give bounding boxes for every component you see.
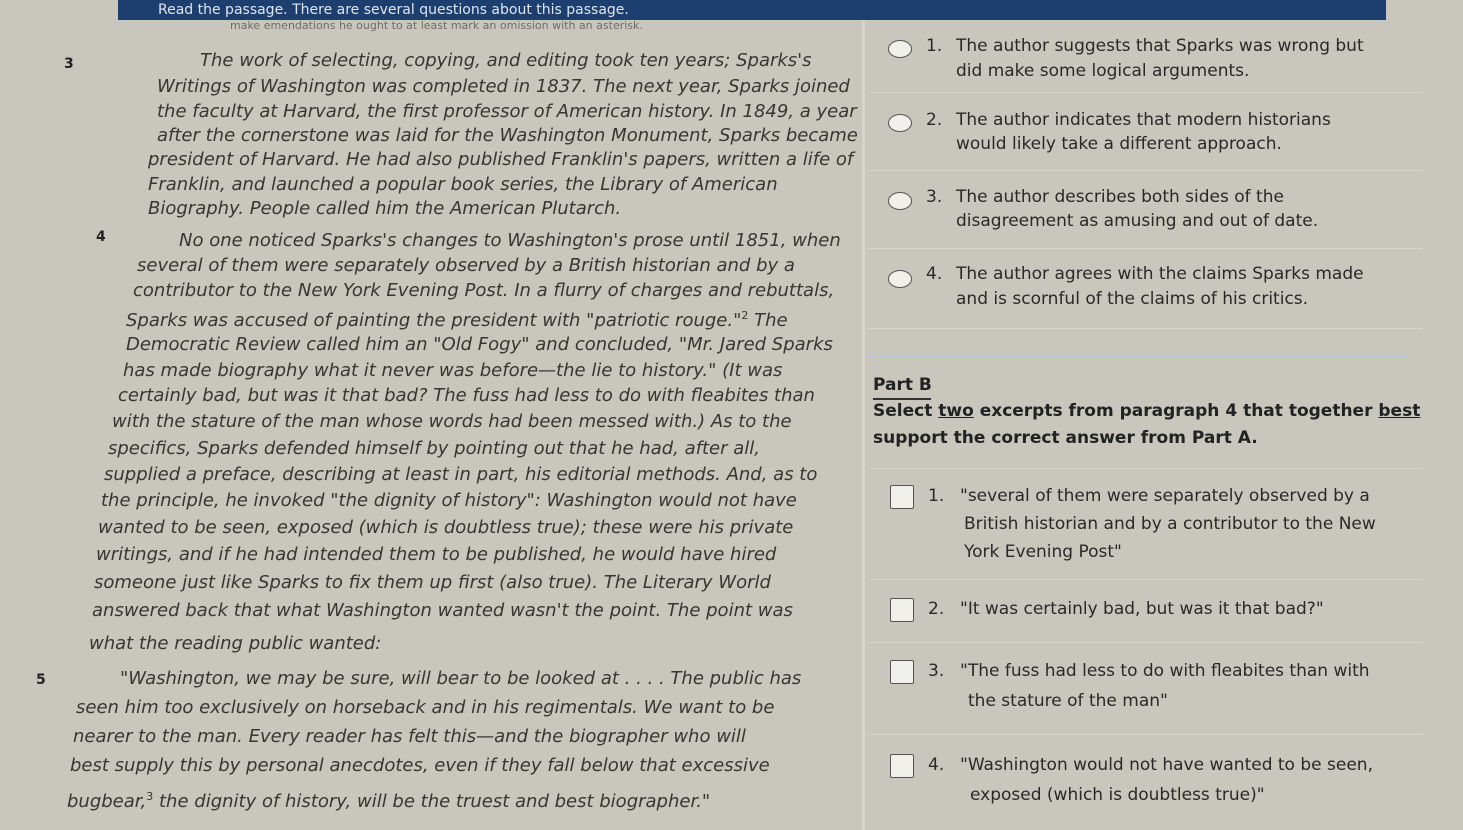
- passage-line: [126, 309, 788, 331]
- radio-button[interactable]: [888, 114, 912, 132]
- passage-line: [67, 790, 710, 812]
- passage-line: the principle, he invoked "the dignity of history": Washington would not have: [101, 490, 797, 511]
- option-number: 2.: [926, 110, 943, 130]
- passage-line: certainly bad, but was it that bad? The fuss had less to do with fleabites than: [118, 385, 815, 406]
- option-text: British historian and by a contributor to the New: [964, 514, 1376, 534]
- passage-line: nearer to the man. Every reader has felt this—and the biographer who will: [73, 726, 746, 747]
- option-number: 4.: [926, 264, 943, 284]
- passage-line: The work of selecting, copying, and editing took ten years; Sparks's: [200, 50, 812, 71]
- passage-line: No one noticed Sparks's changes to Washington's prose until 1851, when: [179, 230, 841, 251]
- option-text: The author indicates that modern historians: [956, 110, 1331, 130]
- part-a-option-4[interactable]: [868, 248, 1423, 329]
- section-separator: [868, 355, 1408, 357]
- passage-line: Franklin, and launched a popular book series, the Library of American: [148, 174, 778, 195]
- option-text: the stature of the man": [968, 691, 1168, 711]
- passage-line: "Washington, we may be sure, will bear to be looked at . . . . The public has: [120, 668, 802, 689]
- checkbox[interactable]: [890, 598, 914, 622]
- passage-line: seen him too exclusively on horseback and in his regimentals. We want to be: [76, 697, 775, 718]
- instruction-emphasis: two: [938, 401, 974, 421]
- checkbox[interactable]: [890, 485, 914, 509]
- part-b-option-2[interactable]: [868, 578, 1423, 643]
- option-number: 1.: [928, 486, 945, 506]
- passage-instruction-bar: [118, 0, 1386, 20]
- option-text: would likely take a different approach.: [956, 134, 1282, 154]
- passage-line: someone just like Sparks to fix them up first (also true). The Literary World: [94, 572, 771, 593]
- option-text: The author agrees with the claims Sparks made: [956, 264, 1364, 284]
- passage-line-continuation: the dignity of history, will be the truest and best biographer.": [159, 791, 711, 812]
- passage-line: Democratic Review called him an "Old Fogy" and concluded, "Mr. Jared Sparks: [126, 334, 833, 355]
- option-text: York Evening Post": [964, 542, 1122, 562]
- passage-subnote: make emendations he ought to at least mark an omission with an asterisk.: [230, 19, 643, 32]
- option-text: did make some logical arguments.: [956, 61, 1250, 81]
- option-text: disagreement as amusing and out of date.: [956, 211, 1319, 231]
- option-number: 3.: [928, 661, 945, 681]
- passage-line-continuation: The: [754, 310, 788, 331]
- part-b-title: Part B: [873, 375, 932, 395]
- part-a-option-2[interactable]: [868, 92, 1423, 171]
- radio-button[interactable]: [888, 270, 912, 288]
- part-b-option-3[interactable]: [868, 642, 1423, 735]
- passage-line: president of Harvard. He had also published Franklin's papers, written a life of: [148, 149, 854, 170]
- passage-line: has made biography what it never was before—the lie to history." (It was: [123, 360, 783, 381]
- part-b-option-4[interactable]: [868, 734, 1423, 829]
- option-text: and is scornful of the claims of his critics.: [956, 289, 1309, 309]
- passage-line: supplied a preface, describing at least in part, his editorial methods. And, as to: [104, 464, 818, 485]
- passage-line: wanted to be seen, exposed (which is doubtless true); these were his private: [98, 517, 794, 538]
- passage-line: after the cornerstone was laid for the Washington Monument, Sparks became: [157, 125, 858, 146]
- passage-line: contributor to the New York Evening Post. In a flurry of charges and rebuttals,: [133, 280, 835, 301]
- passage-line: writings, and if he had intended them to be published, he would have hired: [96, 544, 777, 565]
- instruction-part: Select: [873, 401, 939, 421]
- instruction-part: excerpts from paragraph 4 that together: [973, 401, 1379, 421]
- option-number: 1.: [926, 36, 943, 56]
- radio-button[interactable]: [888, 192, 912, 210]
- option-text: exposed (which is doubtless true)": [970, 785, 1265, 805]
- questions-panel: [868, 20, 1438, 830]
- radio-button[interactable]: [888, 40, 912, 58]
- passage-line: answered back that what Washington wanted wasn't the point. The point was: [92, 600, 793, 621]
- checkbox[interactable]: [890, 754, 914, 778]
- option-text: "Washington would not have wanted to be seen,: [960, 755, 1373, 775]
- paragraph-number: 4: [96, 229, 106, 245]
- passage-line: specifics, Sparks defended himself by pointing out that he had, after all,: [108, 438, 760, 459]
- part-b-title-underline: [873, 398, 931, 400]
- column-divider: [862, 20, 865, 830]
- option-number: 2.: [928, 599, 945, 619]
- option-text: "The fuss had less to do with fleabites than with: [960, 661, 1370, 681]
- passage-line-text: bugbear,: [67, 791, 147, 812]
- part-b-option-1[interactable]: [868, 468, 1423, 580]
- passage-line: what the reading public wanted:: [89, 633, 382, 654]
- reading-passage: [36, 36, 860, 830]
- passage-line: the faculty at Harvard, the first professor of American history. In 1849, a year: [157, 101, 857, 122]
- part-b-instruction: [873, 401, 1420, 421]
- footnote-marker: 2: [741, 309, 749, 322]
- passage-line: several of them were separately observed by a British historian and by a: [137, 255, 795, 276]
- option-number: 3.: [926, 187, 943, 207]
- option-number: 4.: [928, 755, 945, 775]
- instruction-text: Read the passage. There are several questions about this passage.: [158, 2, 629, 18]
- part-b-instruction-line-2: support the correct answer from Part A.: [873, 428, 1258, 448]
- option-text: The author suggests that Sparks was wrong but: [956, 36, 1364, 56]
- passage-line: Writings of Washington was completed in 1837. The next year, Sparks joined: [157, 76, 850, 97]
- footnote-marker: 3: [146, 790, 154, 803]
- part-a-option-1[interactable]: [868, 20, 1423, 93]
- option-text: "several of them were separately observed by a: [960, 486, 1370, 506]
- passage-line: with the stature of the man whose words had been messed with.) As to the: [112, 411, 792, 432]
- checkbox[interactable]: [890, 660, 914, 684]
- passage-line: Biography. People called him the American Plutarch.: [148, 198, 622, 219]
- paragraph-number: 3: [64, 56, 74, 72]
- passage-line-text: Sparks was accused of painting the president with "patriotic rouge.": [126, 310, 742, 331]
- option-text: "It was certainly bad, but was it that bad?": [960, 599, 1324, 619]
- instruction-emphasis: best: [1378, 401, 1421, 421]
- paragraph-number: 5: [36, 672, 46, 688]
- passage-line: best supply this by personal anecdotes, even if they fall below that excessive: [70, 755, 770, 776]
- part-a-option-3[interactable]: [868, 170, 1423, 249]
- option-text: The author describes both sides of the: [956, 187, 1284, 207]
